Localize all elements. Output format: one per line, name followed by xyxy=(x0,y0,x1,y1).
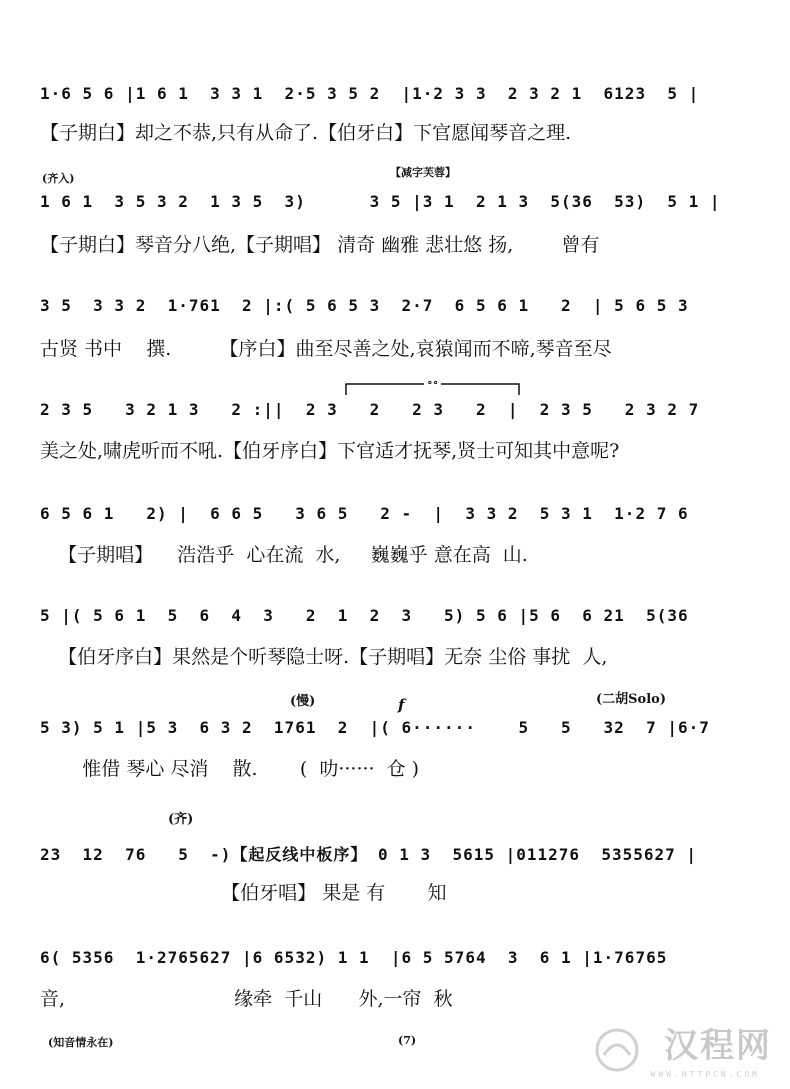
tempo-mark: (慢) xyxy=(290,694,316,709)
lyrics-line: 古贤 书中 撰. 【序白】曲至尽善之处,哀猿闻而不啼,琴音至尽 xyxy=(40,338,612,360)
performance-mark: (齐入) xyxy=(42,172,75,185)
lyrics-line: 【子期白】却之不恭,只有从命了.【伯牙白】下官愿闻琴音之理. xyxy=(40,122,572,144)
notation-line: 1 6 1 3 5 3 2 1 3 5 3) 3 5 |3 1 2 1 3 5(36 53) 5 1 | xyxy=(40,192,721,211)
watermark-logo-icon xyxy=(594,1027,640,1073)
watermark-text: 汉程网 xyxy=(664,1026,772,1066)
notation-line: 5 3) 5 1 |5 3 6 3 2 1761 2 |( 6······ 5 5 32 7 |6·7 xyxy=(40,718,710,737)
instrument-mark: (二胡Solo) xyxy=(596,692,666,707)
notation-line: 3 5 3 3 2 1·761 2 |:( 5 6 5 3 2·7 6 5 6 1 2 | 5 6 5 3 xyxy=(40,296,689,315)
notation-line: 6 5 6 1 2) | 6 6 5 3 6 5 2 - | 3 3 2 5 3 1 1·2 7 6 xyxy=(40,504,689,523)
watermark-url: WWW.HTTPCN.COM xyxy=(650,1070,760,1079)
lyrics-line: 音, 缘牵 千山 外,一帘 秋 xyxy=(40,988,453,1010)
lyrics-line: 【子期白】琴音分八绝,【子期唱】 清奇 幽雅 悲壮悠 扬, 曾有 xyxy=(40,234,600,256)
footer-title: (知音情永在) xyxy=(48,1036,114,1049)
section-title: 【减字芙蓉】 xyxy=(390,166,456,179)
lyrics-line: 美之处,啸虎听而不吼.【伯牙序白】下官适才抚琴,贤士可知其中意呢? xyxy=(40,440,620,462)
dynamic-mark: f xyxy=(398,696,405,714)
notation-line: 1·6 5 6 |1 6 1 3 3 1 2·5 3 5 2 |1·2 3 3 2 3 2 1 6123 5 | xyxy=(40,84,700,103)
lyrics-line: 【子期唱】 浩浩乎 心在流 水, 巍巍乎 意在高 山. xyxy=(40,544,528,566)
lyrics-line: 【伯牙序白】果然是个听琴隐士呀.【子期唱】无奈 尘俗 事扰 人, xyxy=(40,646,608,668)
lyrics-line: 惟借 琴心 尽消 散. ( 叻······ 仓 ) xyxy=(40,758,420,780)
notation-line: 6( 5356 1·2765627 |6 6532) 1 1 |6 5 5764 3 6 1 |1·76765 xyxy=(40,948,668,967)
page-number: (7) xyxy=(398,1034,417,1047)
harmonic-mark: ∘∘ xyxy=(424,376,441,389)
lyrics-line: 【伯牙唱】 果是 有 知 xyxy=(40,882,447,904)
notation-line: 23 12 76 5 -)【起反线中板序】 0 1 3 5615 |011276 5355627 | xyxy=(40,845,698,864)
performance-mark: (齐) xyxy=(168,812,194,827)
notation-line: 5 |( 5 6 1 5 6 4 3 2 1 2 3 5) 5 6 |5 6 6 21 5(36 xyxy=(40,606,689,625)
notation-line: 2 3 5 3 2 1 3 2 :|| 2 3 2 2 3 2 | 2 3 5 2 3 2 7 xyxy=(40,400,700,419)
